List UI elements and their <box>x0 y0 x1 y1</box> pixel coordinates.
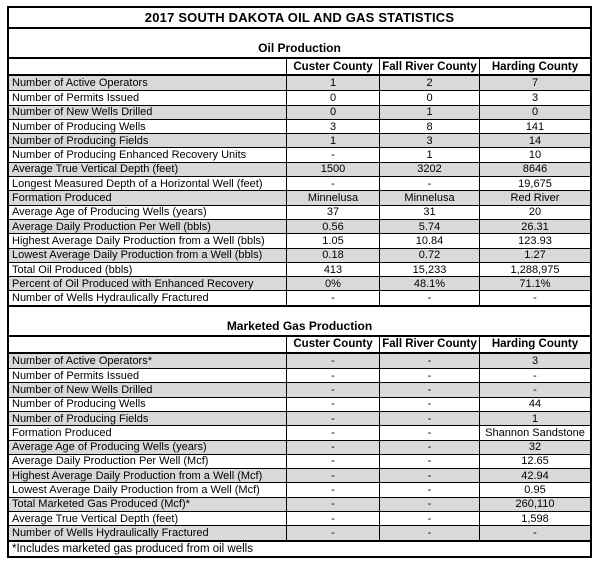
cell-custer-county: - <box>286 455 379 468</box>
cell-custer-county: - <box>286 441 379 454</box>
cell-custer-county: - <box>286 426 379 439</box>
row-label: Formation Produced <box>12 426 112 439</box>
cell-harding-county: 1,288,975 <box>479 263 590 276</box>
cell-fall-river-county: - <box>379 469 479 482</box>
row-label: Total Marketed Gas Produced (Mcf)* <box>12 498 190 511</box>
cell-custer-county: 37 <box>286 206 379 219</box>
cell-fall-river-county: - <box>379 383 479 396</box>
row-label: Lowest Average Daily Production from a Well (Mcf) <box>12 484 260 497</box>
row-label: Number of Active Operators <box>12 77 148 90</box>
cell-harding-county: 19,675 <box>479 177 590 190</box>
cell-custer-county: - <box>286 291 379 304</box>
table-row <box>9 482 590 496</box>
cell-harding-county: 7 <box>479 76 590 90</box>
cell-fall-river-county: 5.74 <box>379 220 479 233</box>
cell-harding-county: 1 <box>479 412 590 425</box>
cell-custer-county: - <box>286 383 379 396</box>
cell-fall-river-county: - <box>379 177 479 190</box>
row-label: Number of Wells Hydraulically Fractured <box>12 292 209 305</box>
cell-harding-county: 12.65 <box>479 455 590 468</box>
table-row <box>9 276 590 290</box>
section-title-oil: Oil Production <box>9 29 590 59</box>
gas-rows <box>9 354 590 540</box>
table-title: 2017 SOUTH DAKOTA OIL AND GAS STATISTICS <box>9 8 590 29</box>
cell-custer-county: 1.05 <box>286 234 379 247</box>
table-row <box>9 368 590 382</box>
cell-custer-county: - <box>286 369 379 382</box>
cell-custer-county: 1 <box>286 134 379 147</box>
table-row <box>9 248 590 262</box>
table-row <box>9 454 590 468</box>
cell-fall-river-county: - <box>379 369 479 382</box>
row-label: Number of Wells Hydraulically Fractured <box>12 526 209 539</box>
row-label: Highest Average Daily Production from a Well (bbls) <box>12 234 265 247</box>
row-label: Average True Vertical Depth (feet) <box>12 163 179 176</box>
row-label: Number of Producing Fields <box>12 412 149 425</box>
cell-harding-county: 26.31 <box>479 220 590 233</box>
cell-fall-river-county: Minnelusa <box>379 191 479 204</box>
cell-fall-river-county: - <box>379 455 479 468</box>
row-label: Number of Active Operators* <box>12 354 153 367</box>
table-row <box>9 90 590 104</box>
table-row <box>9 233 590 247</box>
table-row <box>9 76 590 90</box>
cell-custer-county: 413 <box>286 263 379 276</box>
cell-harding-county: 141 <box>479 120 590 133</box>
cell-fall-river-county: - <box>379 441 479 454</box>
cell-fall-river-county: - <box>379 354 479 368</box>
cell-harding-county: 42.94 <box>479 469 590 482</box>
row-label: Number of Producing Fields <box>12 134 149 147</box>
table-row <box>9 411 590 425</box>
cell-harding-county: Shannon Sandstone <box>479 426 590 439</box>
cell-harding-county: 3 <box>479 91 590 104</box>
oil-header-empty-cell <box>9 59 286 74</box>
row-label: Lowest Average Daily Production from a Well (bbls) <box>12 249 263 262</box>
row-label: Number of Producing Wells <box>12 398 146 411</box>
cell-harding-county: 1.27 <box>479 249 590 262</box>
row-label: Highest Average Daily Production from a Well (Mcf) <box>12 469 263 482</box>
gas-column-header-row <box>9 337 590 354</box>
cell-fall-river-county: 8 <box>379 120 479 133</box>
cell-harding-county: - <box>479 383 590 396</box>
cell-custer-county: Minnelusa <box>286 191 379 204</box>
row-label: Average Age of Producing Wells (years) <box>12 206 207 219</box>
cell-custer-county: 3 <box>286 120 379 133</box>
table-row <box>9 497 590 511</box>
cell-harding-county: Red River <box>479 191 590 204</box>
row-label: Average Daily Production Per Well (bbls) <box>12 220 211 233</box>
row-label: Formation Produced <box>12 192 112 205</box>
cell-fall-river-county: 31 <box>379 206 479 219</box>
table-row <box>9 176 590 190</box>
table-row <box>9 425 590 439</box>
cell-harding-county: - <box>479 526 590 539</box>
oil-header-custer-county: Custer County <box>286 59 379 74</box>
gas-header-custer-county: Custer County <box>286 337 379 352</box>
table-row <box>9 119 590 133</box>
cell-custer-county: 0 <box>286 106 379 119</box>
cell-harding-county: 44 <box>479 398 590 411</box>
cell-fall-river-county: - <box>379 291 479 304</box>
cell-harding-county: 1,598 <box>479 512 590 525</box>
row-label: Longest Measured Depth of a Horizontal Well (feet) <box>12 177 263 190</box>
cell-harding-county: 32 <box>479 441 590 454</box>
cell-harding-county: 10 <box>479 148 590 161</box>
row-label: Average Daily Production Per Well (Mcf) <box>12 455 209 468</box>
cell-custer-county: 0% <box>286 277 379 290</box>
cell-fall-river-county: - <box>379 426 479 439</box>
row-label: Average True Vertical Depth (feet) <box>12 512 179 525</box>
gas-header-harding-county: Harding County <box>479 337 590 352</box>
cell-fall-river-county: - <box>379 498 479 511</box>
cell-fall-river-county: 1 <box>379 148 479 161</box>
table-row <box>9 525 590 539</box>
row-label: Average Age of Producing Wells (years) <box>12 441 207 454</box>
cell-custer-county: - <box>286 512 379 525</box>
cell-custer-county: 1500 <box>286 163 379 176</box>
table-row <box>9 354 590 368</box>
cell-custer-county: - <box>286 412 379 425</box>
cell-harding-county: - <box>479 291 590 304</box>
cell-custer-county: 0.56 <box>286 220 379 233</box>
cell-fall-river-county: 3 <box>379 134 479 147</box>
table-row <box>9 290 590 304</box>
cell-fall-river-county: 10.84 <box>379 234 479 247</box>
table-row <box>9 133 590 147</box>
section-title-gas: Marketed Gas Production <box>9 305 590 337</box>
gas-header-fall-river-county: Fall River County <box>379 337 479 352</box>
cell-harding-county: 8646 <box>479 163 590 176</box>
footnote: *Includes marketed gas produced from oil wells <box>9 540 590 556</box>
table-row <box>9 397 590 411</box>
table-row <box>9 162 590 176</box>
row-label: Number of Producing Wells <box>12 120 146 133</box>
cell-custer-county: 0 <box>286 91 379 104</box>
row-label: Number of Permits Issued <box>12 369 140 382</box>
cell-fall-river-county: 2 <box>379 76 479 90</box>
cell-fall-river-county: - <box>379 412 479 425</box>
row-label: Number of New Wells Drilled <box>12 383 153 396</box>
cell-harding-county: 0.95 <box>479 483 590 496</box>
oil-rows <box>9 76 590 305</box>
cell-custer-county: - <box>286 526 379 539</box>
cell-custer-county: - <box>286 354 379 368</box>
table-row <box>9 511 590 525</box>
row-label: Number of New Wells Drilled <box>12 106 153 119</box>
gas-header-empty-cell <box>9 337 286 352</box>
row-label: Number of Permits Issued <box>12 91 140 104</box>
row-label: Total Oil Produced (bbls) <box>12 263 133 276</box>
cell-custer-county: - <box>286 148 379 161</box>
cell-custer-county: - <box>286 398 379 411</box>
table-row <box>9 468 590 482</box>
cell-harding-county: 0 <box>479 106 590 119</box>
cell-fall-river-county: 15,233 <box>379 263 479 276</box>
cell-custer-county: 0.18 <box>286 249 379 262</box>
table-row <box>9 382 590 396</box>
cell-fall-river-county: - <box>379 483 479 496</box>
cell-custer-county: - <box>286 483 379 496</box>
cell-custer-county: - <box>286 469 379 482</box>
row-label: Percent of Oil Produced with Enhanced Recovery <box>12 277 254 290</box>
cell-harding-county: 20 <box>479 206 590 219</box>
cell-fall-river-county: 1 <box>379 106 479 119</box>
cell-fall-river-county: 3202 <box>379 163 479 176</box>
table-row <box>9 190 590 204</box>
cell-harding-county: 260,110 <box>479 498 590 511</box>
cell-custer-county: - <box>286 498 379 511</box>
cell-harding-county: 71.1% <box>479 277 590 290</box>
cell-fall-river-county: 0 <box>379 91 479 104</box>
table-row <box>9 205 590 219</box>
table-row <box>9 147 590 161</box>
table-row <box>9 262 590 276</box>
stats-table <box>7 6 592 558</box>
oil-column-header-row <box>9 59 590 76</box>
cell-fall-river-county: - <box>379 398 479 411</box>
cell-fall-river-county: 0.72 <box>379 249 479 262</box>
cell-custer-county: - <box>286 177 379 190</box>
oil-header-harding-county: Harding County <box>479 59 590 74</box>
cell-harding-county: 14 <box>479 134 590 147</box>
cell-fall-river-county: - <box>379 526 479 539</box>
row-label: Number of Producing Enhanced Recovery Units <box>12 149 247 162</box>
cell-harding-county: 3 <box>479 354 590 368</box>
table-row <box>9 105 590 119</box>
oil-header-fall-river-county: Fall River County <box>379 59 479 74</box>
cell-harding-county: - <box>479 369 590 382</box>
cell-fall-river-county: 48.1% <box>379 277 479 290</box>
cell-harding-county: 123.93 <box>479 234 590 247</box>
table-row <box>9 219 590 233</box>
cell-custer-county: 1 <box>286 76 379 90</box>
cell-fall-river-county: - <box>379 512 479 525</box>
table-row <box>9 440 590 454</box>
